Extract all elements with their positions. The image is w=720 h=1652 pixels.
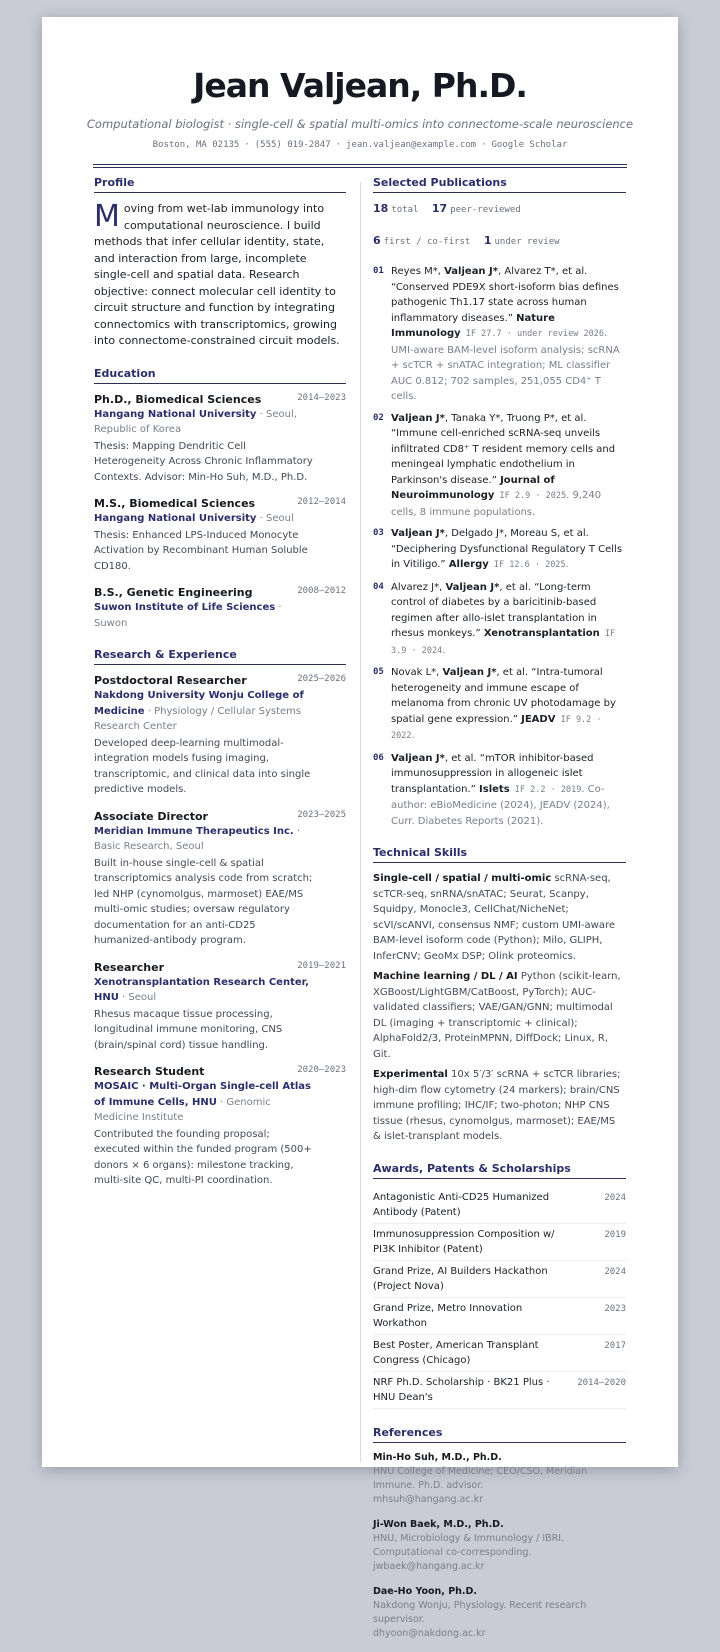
publication-item [373, 264, 626, 405]
right-column [373, 176, 626, 1652]
education-date: 2012–2014 [297, 497, 346, 507]
experience-org-location: · Genomic Medicine Institute [94, 1096, 271, 1123]
education-organization [94, 407, 346, 438]
publication-impact-year: IF 27.7 · under review 2026 [460, 329, 604, 339]
reference-item [373, 1585, 626, 1641]
publication-stats [373, 201, 626, 250]
education-org-name: Suwon Institute of Life Sciences [94, 602, 276, 613]
stat-review-label: under review [494, 237, 560, 247]
award-item [373, 1187, 626, 1224]
award-label: Best Poster, American Transplant Congress (Chicago) [373, 1339, 539, 1366]
skill-item [373, 1067, 626, 1145]
award-item [373, 1224, 626, 1261]
publication-number: 01 [373, 266, 384, 276]
publication-author-self: Valjean J* [444, 266, 498, 277]
google-scholar-link[interactable]: Google Scholar [491, 140, 568, 150]
column-divider [360, 182, 361, 1462]
award-item [373, 1298, 626, 1335]
publication-author-self: Valjean J* [391, 412, 445, 424]
contact-phone: (555) 019-2847 [254, 140, 331, 150]
reference-name: Min-Ho Suh, M.D., Ph.D. [373, 1451, 502, 1463]
experience-entry [94, 960, 346, 1054]
publication-journal: Xenotransplantation [483, 628, 600, 639]
publication-number: 04 [373, 581, 384, 592]
publication-note: . 9,240 cells, 8 immune populations. [391, 490, 602, 518]
experience-date: 2020–2023 [297, 1065, 346, 1075]
experience-org-location: · Seoul [118, 992, 157, 1003]
publication-journal: Islets [479, 783, 510, 795]
award-label: Grand Prize, AI Builders Hackathon (Project Nova) [373, 1265, 548, 1292]
section-heading-profile: Profile [94, 176, 346, 193]
education-entry [94, 496, 346, 574]
publication-note: . UMI-aware BAM-level isoform analysis; scRNA + scTCR + snATAC integration; ML classifier AUC 0.812; 702 samples, 251,055 CD4⁺ T cells. [391, 328, 620, 402]
left-column [94, 176, 346, 1200]
award-item [373, 1261, 626, 1298]
publication-note: . [565, 559, 569, 570]
publication-item [373, 751, 626, 830]
publication-authors-title: , et al. “Intra-tumoral heterogeneity and immune escape of melanoma from chronic UV photodamage by spatial gene expression.” [391, 667, 616, 725]
reference-item [373, 1451, 626, 1507]
stat-total-label: total [391, 205, 419, 215]
publication-authors-title: , et al. “Long-term control of diabetes by a baricitinib-based regimen after allo-islet transplantation in rhesus monkeys.” [391, 581, 597, 639]
profile-text [94, 201, 346, 350]
education-date: 2008–2012 [297, 586, 346, 596]
publication-author-self: Valjean J* [391, 752, 445, 764]
award-label: Immunosuppression Composition w/ PI3K Inhibitor (Patent) [373, 1228, 555, 1255]
award-year: 2017 [604, 1340, 626, 1351]
stat-first-count: 6 [373, 234, 381, 247]
experience-organization [94, 1079, 346, 1126]
resume-page [42, 17, 678, 1639]
reference-description: HNU, Microbiology & Immunology / IBRI. Computational co-corresponding. [373, 1532, 565, 1558]
skill-item [373, 969, 626, 1062]
publication-impact-year: IF 12.6 · 2025 [488, 560, 566, 570]
experience-description: Rhesus macaque tissue processing, longitudinal immune monitoring, CNS (brain/spinal cord) tissue handling. [94, 1008, 283, 1051]
publication-authors-pre: Reyes M*, [391, 266, 445, 277]
contact-email[interactable]: jean.valjean@example.com [346, 140, 477, 150]
header-rule [93, 164, 627, 168]
publication-item [373, 665, 626, 745]
reference-name: Ji-Won Baek, M.D., Ph.D. [373, 1518, 504, 1530]
award-item [373, 1372, 626, 1409]
experience-title: Research Student [94, 1065, 205, 1078]
experience-entry [94, 809, 346, 949]
experience-org-name: Xenotransplantation Research Center, HNU [94, 976, 309, 1003]
reference-email[interactable]: mhsuh@hangang.ac.kr [373, 1493, 484, 1505]
education-date: 2014–2023 [297, 392, 346, 403]
award-year: 2024 [604, 1192, 626, 1203]
publication-authors-pre: Alvarez J*, [391, 581, 446, 593]
publication-author-self: Valjean J* [391, 528, 445, 539]
experience-org-location: · Physiology / Cellular Systems Research Center [94, 705, 302, 732]
section-heading-education: Education [94, 367, 346, 384]
experience-entry [94, 1064, 346, 1189]
candidate-name: Jean Valjean, Ph.D. [193, 66, 527, 105]
publication-note: . [442, 644, 446, 656]
experience-description: Built in-house single-cell & spatial transcriptomics analysis code from scratch; led NHP (cynomolgus, marmoset) EAE/MS multi-omic studies; oversaw regulatory documentation for an anti-CD25 humanized-antibody program. [94, 857, 313, 946]
reference-item [373, 1518, 626, 1574]
award-item [373, 1335, 626, 1372]
education-org-location: · Seoul, Republic of Korea [94, 408, 297, 435]
skill-detail: Python (scikit-learn, XGBoost/LightGBM/CatBoost, PyTorch); AUC-validated classifiers; VAE/GAN/GNN; multimodal DL (imaging + transcriptomic + clinical); AlphaFold2/3, ProteinMPNN, DiffDock; Linux, R, Git. [373, 971, 621, 1060]
publication-author-self: Valjean J* [445, 581, 500, 593]
award-year: 2014–2020 [577, 1377, 626, 1388]
profile-dropcap: M [94, 199, 120, 234]
resume-header [42, 17, 678, 151]
experience-date: 2019–2021 [297, 960, 346, 971]
publication-number: 03 [373, 528, 384, 538]
experience-organization [94, 975, 346, 1006]
stat-total-count: 18 [373, 202, 389, 215]
publication-impact-year: IF 2.2 · 2019 [509, 784, 582, 795]
publication-impact-year: IF 2.9 · 2025 [494, 491, 567, 501]
publication-note: . Co-author: eBioMedicine (2024), JEADV (2024), Curr. Diabetes Reports (2021). [391, 783, 610, 827]
education-entry [94, 585, 346, 631]
award-label: Grand Prize, Metro Innovation Workathon [373, 1302, 523, 1329]
award-year: 2019 [604, 1229, 626, 1240]
publication-journal: Nature Immunology [391, 312, 555, 339]
stat-peer-label: peer-reviewed [450, 205, 521, 215]
publication-impact-year: IF 9.2 · 2022 [391, 714, 602, 741]
publication-item [373, 580, 626, 660]
tagline: Computational biologist · single-cell & spatial multi-omics into connectome-scale neuroscience [86, 117, 634, 131]
skill-category: Machine learning / DL / AI [373, 971, 518, 982]
profile-body: oving from wet-lab immunology into computational neuroscience. I build methods that infer cellular identity, state, and interaction from large, incomplete single-cell and spatial data. Research objective: connect molecular cell identity to circuit structure and function by integrating connectomics with transcriptomics, growing into connectome-constrained circuit models. [94, 202, 340, 347]
stat-peer-count: 17 [431, 202, 448, 215]
section-heading-references: References [373, 1426, 626, 1443]
experience-org-name: Meridian Immune Therapeutics Inc. [94, 825, 294, 837]
education-org-location: · Suwon [94, 602, 282, 629]
experience-org-location: · Basic Research, Seoul [94, 825, 301, 852]
experience-organization [94, 824, 346, 855]
publication-author-self: Valjean J* [442, 667, 497, 678]
awards-list [373, 1187, 626, 1409]
education-description: Thesis: Mapping Dendritic Cell Heterogeneity Across Chronic Inflammatory Contexts. Advisor: Min-Ho Suh, M.D., Ph.D. [94, 440, 313, 483]
stat-first-label: first / co-first [383, 237, 471, 247]
skill-detail: 10x 5′/3′ scRNA + scTCR libraries; high-dim flow cytometry (24 markers); brain/CNS immune profiling; IHC/IF; two-photon; NHP CNS tissue (rhesus, cynomolgus, marmoset); EAE/MS & islet-transplant models. [373, 1069, 621, 1142]
skill-detail: scRNA-seq, scTCR-seq, snRNA/snATAC; Seurat, Scanpy, Squidpy, Monocle3, CellChat/NicheNet; scVI/scANVI, consensus NMF; custom UMI-aware BAM-level isoform code (Python); Milo, GLIPH, InferCNV; GeoMx DSP; Olink proteomics. [373, 873, 616, 962]
experience-title: Associate Director [94, 809, 208, 823]
experience-organization [94, 688, 346, 735]
experience-description: Developed deep-learning multimodal-integration models fusing imaging, transcriptomic, and clinical data into single predictive models. [94, 737, 311, 795]
section-heading-publications: Selected Publications [373, 176, 626, 193]
education-title: B.S., Genetic Engineering [94, 586, 253, 599]
skills-list [373, 871, 626, 1145]
publication-authors-title: , Delgado J*, Moreau S, et al. “Deciphering Dysfunctional Regulatory T Cells in Vitiligo.” [391, 528, 623, 570]
publication-item [373, 526, 626, 574]
award-year: 2024 [604, 1266, 626, 1277]
publication-note: . [411, 730, 415, 741]
publication-impact-year: IF 3.9 · 2024 [391, 629, 616, 656]
experience-title: Postdoctoral Researcher [94, 674, 247, 687]
publication-authors-title: , Alvarez T*, et al. “Conserved PDE9X short-isoform bias defines pathogenic Th1.17 state across human inflammatory diseases.” [391, 266, 619, 324]
experience-org-name: MOSAIC · Multi-Organ Single-cell Atlas of Immune Cells, HNU [94, 1081, 311, 1108]
section-heading-skills: Technical Skills [373, 846, 626, 863]
publication-journal: Journal of Neuroimmunology [391, 474, 555, 501]
section-heading-experience: Research & Experience [94, 648, 346, 665]
education-organization [94, 600, 346, 631]
education-organization [94, 511, 346, 527]
skill-item [373, 871, 626, 964]
award-year: 2023 [604, 1303, 626, 1314]
reference-description: Nakdong Wonju, Physiology. Recent research supervisor. [373, 1599, 587, 1625]
skill-category: Experimental [373, 1069, 448, 1080]
publication-journal: Allergy [448, 559, 489, 570]
stat-review-count: 1 [483, 234, 492, 247]
publication-item [373, 411, 626, 521]
education-entry [94, 392, 346, 486]
experience-org-name: Nakdong University Wonju College of Medicine [94, 690, 304, 717]
publication-authors-title: , Tanaka Y*, Truong P*, et al. “Immune cell-enriched scRNA-seq unveils infiltrated CD8⁺ T resident memory cells and meningeal lymphatic endothelium in Parkinson's disease.” [391, 412, 616, 486]
reference-name: Dae-Ho Yoon, Ph.D. [373, 1585, 478, 1597]
experience-description: Contributed the founding proposal; executed within the funded program (500+ donors × 6 organs): milestone tracking, multi-site QC, multi-PI coordination. [94, 1128, 312, 1186]
reference-description: HNU College of Medicine; CEO/CSO, Meridian Immune. Ph.D. advisor. [373, 1465, 588, 1491]
reference-email[interactable]: dhyoon@nakdong.ac.kr [373, 1627, 486, 1639]
publication-list [373, 264, 626, 829]
experience-entry [94, 673, 346, 798]
publication-authors-title: , et al. “mTOR inhibitor-based immunosuppression in allogeneic islet transplantation.” [391, 752, 594, 795]
skill-category: Single-cell / spatial / multi-omic [373, 873, 552, 884]
publication-journal: JEADV [521, 713, 556, 725]
reference-email[interactable]: jwbaek@hangang.ac.kr [373, 1560, 485, 1572]
education-org-name: Hangang National University [94, 408, 257, 420]
education-org-name: Hangang National University [94, 513, 257, 524]
section-heading-awards: Awards, Patents & Scholarships [373, 1162, 626, 1179]
publication-number: 06 [373, 752, 384, 763]
experience-title: Researcher [94, 960, 165, 974]
contact-location: Boston, MA 02135 [152, 140, 240, 150]
experience-date: 2023–2025 [297, 809, 346, 820]
education-description: Thesis: Enhanced LPS-Induced Monocyte Activation by Recombinant Human Soluble CD180. [94, 529, 308, 572]
publication-authors-pre: Novak L*, [391, 667, 443, 678]
education-title: M.S., Biomedical Sciences [94, 497, 256, 510]
education-title: Ph.D., Biomedical Sciences [94, 392, 262, 406]
contact-line: Boston, MA 02135 · (555) 019-2847 · jean.valjean@example.com · Google Scholar [152, 140, 568, 150]
experience-list [94, 673, 346, 1189]
award-label: Antagonistic Anti-CD25 Humanized Antibody (Patent) [373, 1191, 550, 1218]
education-list [94, 392, 346, 632]
publication-number: 05 [373, 667, 384, 677]
experience-date: 2025–2026 [297, 674, 346, 684]
publication-number: 02 [373, 412, 384, 423]
references-list [373, 1451, 626, 1641]
award-label: NRF Ph.D. Scholarship · BK21 Plus · HNU Dean's [373, 1376, 550, 1403]
education-org-location: · Seoul [256, 513, 294, 524]
